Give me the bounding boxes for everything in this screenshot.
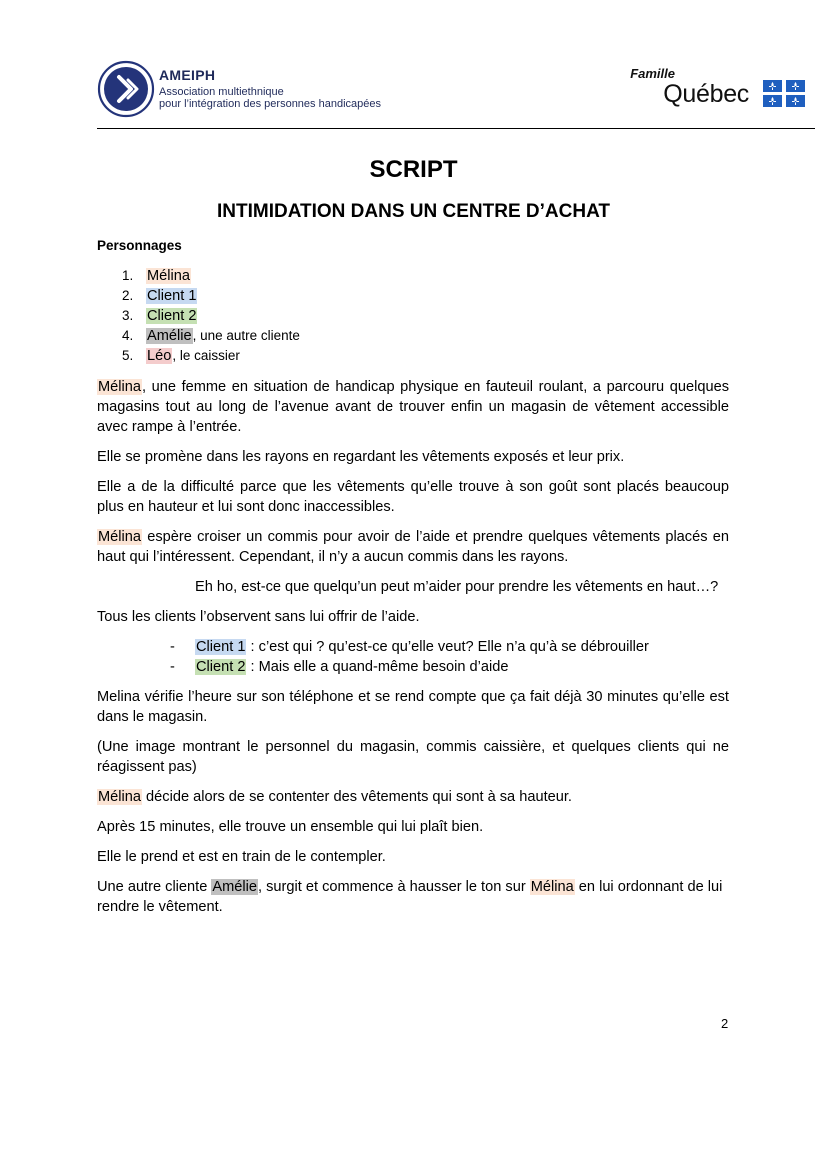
character-name: Amélie xyxy=(147,328,192,344)
paragraph-5: Tous les clients l’observent sans lui offrir de l’aide. xyxy=(97,609,420,625)
script-content xyxy=(97,236,729,927)
paragraph-3: Elle a de la difficulté parce que les vêtements qu’elle trouve à son goût sont placés beaucoup plus en hauteur et lui sont donc inaccessibles. xyxy=(97,479,729,515)
dialogue-list xyxy=(97,637,729,677)
ameiph-logo xyxy=(97,60,381,118)
character-desc: , une autre cliente xyxy=(192,328,300,343)
page-number: 2 xyxy=(721,1016,729,1031)
character-name: Mélina xyxy=(98,379,141,395)
list-item xyxy=(97,306,729,326)
list-item xyxy=(97,326,729,346)
list-item xyxy=(97,346,729,366)
character-name: Amélie xyxy=(212,879,257,895)
paragraph-9: Après 15 minutes, elle trouve un ensemble qui lui plaît bien. xyxy=(97,819,484,835)
paragraph-1 xyxy=(97,377,729,437)
paragraph-text: espère croiser un commis pour avoir de l’aide et prendre quelques vêtements placés en haut qui l’intéressent. Cependant, il n’y a aucun commis dans les rayons. xyxy=(97,529,729,565)
list-number: 3. xyxy=(122,308,134,323)
character-name: Mélina xyxy=(530,879,574,895)
speaker-name: Client 2 xyxy=(196,659,246,675)
paragraph-11 xyxy=(97,877,729,917)
dialogue-line: : Mais elle a quand-même besoin d’aide xyxy=(246,659,509,675)
list-number: 2. xyxy=(122,288,134,303)
paragraph-text: , surgit et commence à hausser le ton sur xyxy=(258,879,530,895)
quebec-label: Québec xyxy=(663,80,749,108)
page-header xyxy=(97,58,815,130)
list-number: 5. xyxy=(122,348,134,363)
paragraph-text: Une autre cliente xyxy=(97,879,212,895)
character-desc: , le caissier xyxy=(172,348,240,363)
character-name: Mélina xyxy=(147,268,190,284)
character-name: Client 2 xyxy=(147,308,197,324)
speaker-name: Client 1 xyxy=(196,639,246,655)
list-item xyxy=(97,657,729,677)
personnages-list xyxy=(97,266,729,366)
list-item xyxy=(97,266,729,286)
personnages-heading: Personnages xyxy=(97,238,182,253)
list-dash: - xyxy=(170,639,175,655)
ameiph-subtitle-line1: Association multiethnique xyxy=(159,86,284,98)
character-name: Léo xyxy=(147,348,172,364)
quebec-flag-icon xyxy=(763,80,805,107)
header-divider xyxy=(97,128,815,129)
famille-label: Famille xyxy=(630,66,675,81)
ameiph-subtitle-line2: pour l’intégration des personnes handicapées xyxy=(159,98,381,110)
paragraph-2: Elle se promène dans les rayons en regardant les vêtements exposés et leur prix. xyxy=(97,449,625,465)
paragraph-text: , une femme en situation de handicap physique en fauteuil roulant, a parcouru quelques magasins tout au long de l’avenue avant de trouver enfin un magasin de vêtement accessible avec rampe à l’entrée. xyxy=(97,379,729,435)
dialogue-line: : c’est qui ? qu’est-ce qu’elle veut? Elle n’a qu’à se débrouiller xyxy=(246,639,649,655)
famille-quebec-logo xyxy=(605,62,805,108)
character-name: Mélina xyxy=(98,789,141,805)
paragraph-text: en lui ordonnant de lui rendre le vêtement. xyxy=(97,879,723,915)
ameiph-title: AMEIPH xyxy=(159,67,216,83)
paragraph-4 xyxy=(97,527,729,567)
list-item xyxy=(97,637,729,657)
list-item xyxy=(97,286,729,306)
dialogue-quote: Eh ho, est-ce que quelqu’un peut m’aider pour prendre les vêtements en haut…? xyxy=(195,579,719,595)
page-title: SCRIPT xyxy=(369,156,458,183)
paragraph-text: décide alors de se contenter des vêtements qui sont à sa hauteur. xyxy=(142,789,572,805)
list-dash: - xyxy=(170,659,175,675)
character-name: Mélina xyxy=(98,529,141,545)
page-subtitle: INTIMIDATION DANS UN CENTRE D’ACHAT xyxy=(217,201,610,222)
list-number: 4. xyxy=(122,328,134,343)
paragraph-6: Melina vérifie l’heure sur son téléphone et se rend compte que ça fait déjà 30 minutes qu’elle est dans le magasin. xyxy=(97,689,729,725)
paragraph-10: Elle le prend et est en train de le contempler. xyxy=(97,849,386,865)
paragraph-8 xyxy=(97,787,729,807)
character-name: Client 1 xyxy=(147,288,197,304)
ameiph-emblem-icon xyxy=(97,60,155,118)
paragraph-7: (Une image montrant le personnel du magasin, commis caissière, et quelques clients qui ne réagissent pas) xyxy=(97,739,729,775)
list-number: 1. xyxy=(122,268,134,283)
